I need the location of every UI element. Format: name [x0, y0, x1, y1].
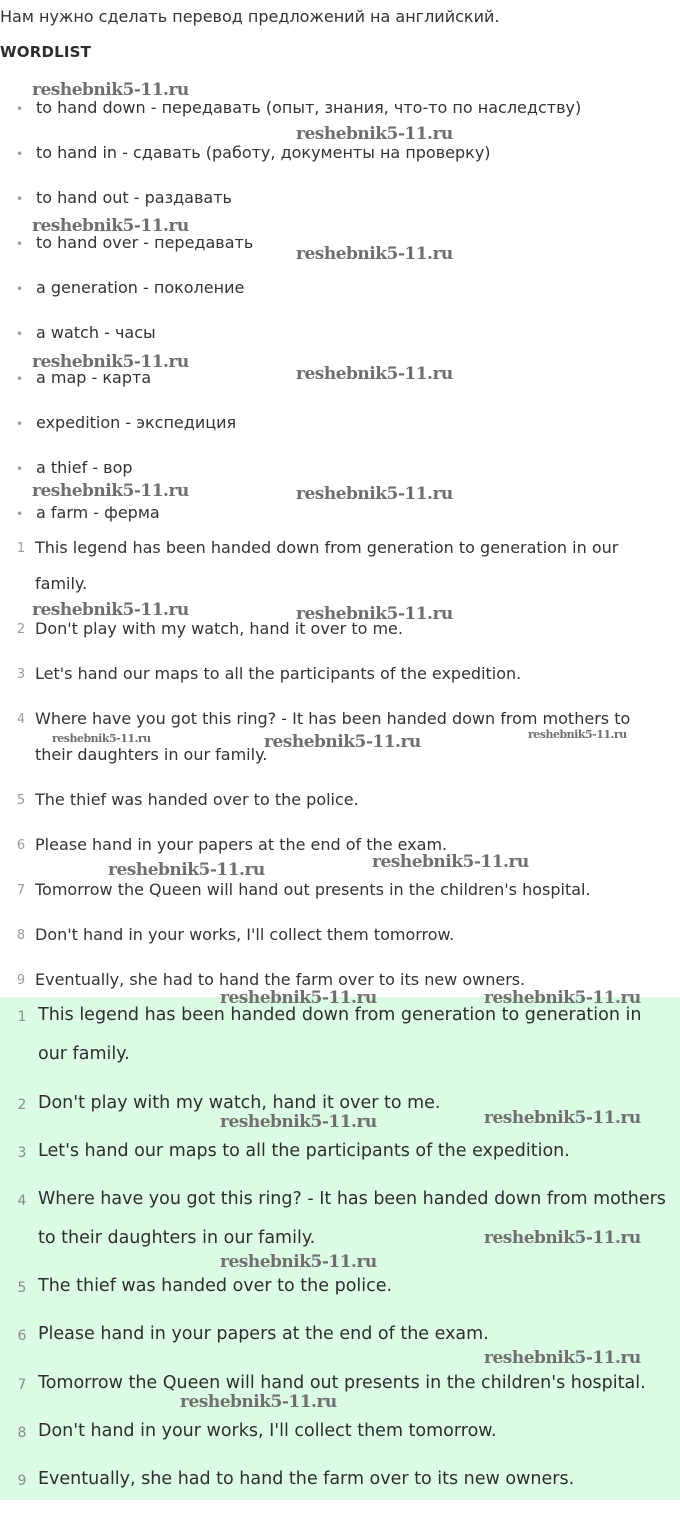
answer-line: The thief was handed over to the police.: [38, 1276, 393, 1296]
bullet-icon: •: [16, 327, 24, 341]
watermark-logo: reshebnik5-11.ru: [528, 728, 627, 741]
wordlist-item: [16, 98, 581, 117]
bullet-icon: •: [16, 102, 24, 116]
line-number: 1: [16, 541, 26, 556]
line-number: 8: [16, 928, 26, 943]
answer-box: [0, 997, 680, 1500]
answer-line-number: 8: [17, 1425, 27, 1441]
watermark-logo: reshebnik5-11.ru: [32, 216, 189, 236]
exercise-line: family.: [35, 574, 88, 593]
answer-line-number: 6: [17, 1328, 27, 1344]
wordlist-item-text: a generation - поколение: [36, 278, 245, 297]
wordlist-item: [16, 143, 491, 162]
answer-line: Let's hand our maps to all the participants of the expedition.: [38, 1141, 570, 1161]
answer-line-number: 4: [17, 1193, 27, 1209]
watermark-logo: reshebnik5-11.ru: [32, 481, 189, 501]
exercise-line: Don't play with my watch, hand it over to me.: [35, 619, 403, 638]
wordlist-item-text: a watch - часы: [36, 323, 156, 342]
watermark-logo: reshebnik5-11.ru: [484, 1108, 641, 1128]
watermark-logo: reshebnik5-11.ru: [296, 244, 453, 264]
wordlist-item-text: a map - карта: [36, 368, 152, 387]
exercise-line: their daughters in our family.: [35, 745, 268, 764]
answer-line: Eventually, she had to hand the farm over to its new owners.: [38, 1469, 575, 1489]
answer-line-number: 5: [17, 1280, 27, 1296]
watermark-logo: reshebnik5-11.ru: [264, 732, 421, 752]
answer-line-number: 3: [17, 1145, 27, 1161]
line-number: 5: [16, 793, 26, 808]
watermark-logo: reshebnik5-11.ru: [32, 600, 189, 620]
watermark-logo: reshebnik5-11.ru: [484, 988, 641, 1008]
answer-line: Tomorrow the Queen will hand out presents in the children's hospital.: [38, 1373, 646, 1393]
watermark-logo: reshebnik5-11.ru: [220, 1112, 377, 1132]
exercise-line: Where have you got this ring? - It has been handed down from mothers to: [35, 709, 631, 728]
bullet-icon: •: [16, 507, 24, 521]
watermark-logo: reshebnik5-11.ru: [484, 1348, 641, 1368]
watermark-logo: reshebnik5-11.ru: [484, 1228, 641, 1248]
exercise-line: Please hand in your papers at the end of the exam.: [35, 835, 448, 854]
wordlist-item: [16, 188, 232, 207]
exercise-line: Eventually, she had to hand the farm over to its new owners.: [35, 970, 526, 989]
watermark-logo: reshebnik5-11.ru: [296, 124, 453, 144]
wordlist-item: [16, 458, 133, 477]
watermark-logo: reshebnik5-11.ru: [32, 352, 189, 372]
bullet-icon: •: [16, 417, 24, 431]
line-number: 9: [16, 973, 26, 988]
answer-line: Where have you got this ring? - It has been handed down from mothers: [38, 1189, 666, 1209]
bullet-icon: •: [16, 147, 24, 161]
watermark-logo: reshebnik5-11.ru: [32, 80, 189, 100]
wordlist-item: [16, 323, 156, 342]
watermark-logo: reshebnik5-11.ru: [52, 732, 151, 745]
intro-text: Нам нужно сделать перевод предложений на английский.: [0, 7, 500, 26]
answer-line: to their daughters in our family.: [38, 1228, 316, 1248]
wordlist-item: [16, 503, 160, 522]
bullet-icon: •: [16, 372, 24, 386]
bullet-icon: •: [16, 462, 24, 476]
answer-line: Don't hand in your works, I'll collect them tomorrow.: [38, 1421, 497, 1441]
line-number: 7: [16, 883, 26, 898]
wordlist-item-text: expedition - экспедиция: [36, 413, 237, 432]
answer-line: our family.: [38, 1044, 130, 1064]
wordlist-title: WORDLIST: [0, 43, 92, 61]
wordlist-item-text: to hand down - передавать (опыт, знания, что-то по наследству): [36, 98, 582, 117]
answer-line: Don't play with my watch, hand it over to me.: [38, 1093, 441, 1113]
bullet-icon: •: [16, 237, 24, 251]
exercise-line: This legend has been handed down from generation to generation in our: [35, 538, 619, 557]
line-number: 4: [16, 712, 26, 727]
watermark-logo: reshebnik5-11.ru: [296, 604, 453, 624]
exercise-line: The thief was handed over to the police.: [35, 790, 359, 809]
wordlist-item: [16, 278, 244, 297]
watermark-logo: reshebnik5-11.ru: [372, 852, 529, 872]
line-number: 2: [16, 622, 26, 637]
bullet-icon: •: [16, 192, 24, 206]
exercise-line: Let's hand our maps to all the participants of the expedition.: [35, 664, 522, 683]
answer-line-number: 7: [17, 1377, 27, 1393]
answer-line-number: 1: [17, 1009, 27, 1025]
wordlist-item: [16, 413, 236, 432]
exercise-line: Tomorrow the Queen will hand out presents in the children's hospital.: [35, 880, 591, 899]
answer-line-number: 2: [17, 1097, 27, 1113]
watermark-logo: reshebnik5-11.ru: [296, 364, 453, 384]
watermark-logo: reshebnik5-11.ru: [220, 988, 377, 1008]
watermark-logo: reshebnik5-11.ru: [220, 1252, 377, 1272]
wordlist-item-text: to hand out - раздавать: [36, 188, 232, 207]
line-number: 3: [16, 667, 26, 682]
wordlist-item-text: to hand over - передавать: [36, 233, 254, 252]
wordlist-item-text: a farm - ферма: [36, 503, 160, 522]
answer-line-number: 9: [17, 1473, 27, 1489]
exercise-line: Don't hand in your works, I'll collect them tomorrow.: [35, 925, 455, 944]
line-number: 6: [16, 838, 26, 853]
bullet-icon: •: [16, 282, 24, 296]
watermark-logo: reshebnik5-11.ru: [108, 860, 265, 880]
answer-line: Please hand in your papers at the end of the exam.: [38, 1324, 489, 1344]
watermark-logo: reshebnik5-11.ru: [180, 1392, 337, 1412]
wordlist-item-text: a thief - вор: [36, 458, 133, 477]
answer-line: This legend has been handed down from generation to generation in: [38, 1005, 642, 1025]
watermark-logo: reshebnik5-11.ru: [296, 484, 453, 504]
wordlist-item-text: to hand in - сдавать (работу, документы на проверку): [36, 143, 491, 162]
